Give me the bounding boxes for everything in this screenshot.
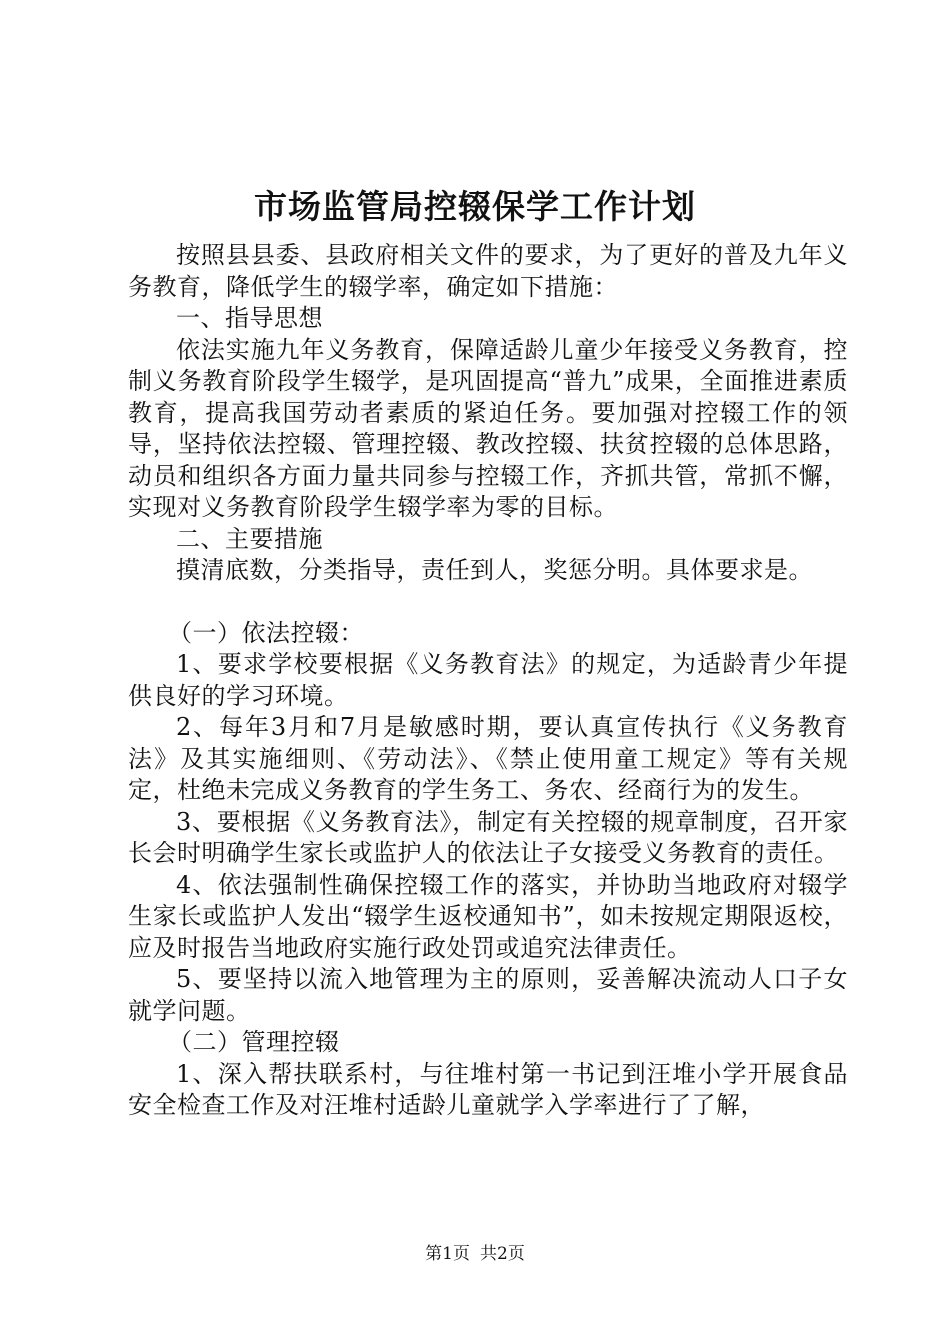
paragraph-guiding-thought: 依法实施九年义务教育，保障适龄儿童少年接受义务教育，控制义务教育阶段学生辍学，是巩固提高“普九”成果，全面推进素质教育，提高我国劳动者素质的紧迫任务。要加强对控辍工作的领导，坚持依法控辍、管理控辍、教改控辍、扶贫控辍的总体思路，动员和组织各方面力量共同参与控辍工作，齐抓共管，常抓不懈，实现对义务教育阶段学生辍学率为零的目标。 — [128, 335, 848, 521]
section-heading-main-measures: 二、主要措施 — [176, 524, 323, 553]
paragraph-intro: 按照县县委、县政府相关文件的要求，为了更好的普及九年义务教育，降低学生的辍学率，确定如下措施： — [128, 241, 848, 301]
list-item-1: 1、要求学校要根据《义务教育法》的规定，为适龄青少年提供良好的学习环境。 — [128, 650, 848, 710]
list-item-4: 4、依法强制性确保控辍工作的落实，并协助当地政府对辍学生家长或监护人发出“辍学生返校通知书”，如未按规定期限返校，应及时报告当地政府实施行政处罚或追究法律责任。 — [128, 870, 848, 962]
subsection-heading-legal-control: （一）依法控辍： — [168, 618, 364, 647]
page-total: 共2页 — [480, 1244, 525, 1264]
page-footer — [0, 1242, 950, 1266]
list-item-management-1: 1、深入帮扶联系村，与往堆村第一书记到汪堆小学开展食品安全检查工作及对汪堆村适龄儿童就学入学率进行了了解， — [128, 1059, 848, 1119]
section-heading-guiding-thought: 一、指导思想 — [176, 304, 323, 332]
list-item-3: 3、要根据《义务教育法》，制定有关控辍的规章制度，召开家长会时明确学生家长或监护人的依法让子女接受义务教育的责任。 — [128, 807, 848, 867]
paragraph-main-measures: 摸清底数，分类指导，责任到人，奖惩分明。具体要求是。 — [176, 556, 813, 584]
list-item-5: 5、要坚持以流入地管理为主的原则，妥善解决流动人口子女就学问题。 — [128, 965, 848, 1025]
page-number: 第1页 — [425, 1244, 470, 1264]
document-title: 市场监管局控辍保学工作计划 — [254, 187, 696, 226]
list-item-2: 2、每年3月和7月是敏感时期，要认真宣传执行《义务教育法》及其实施细则、《劳动法》、《禁止使用童工规定》等有关规定，杜绝未完成义务教育的学生务工、务农、经商行为的发生。 — [128, 713, 848, 804]
document-body — [128, 240, 848, 1122]
subsection-heading-management-control: （二）管理控辍 — [168, 1028, 340, 1056]
